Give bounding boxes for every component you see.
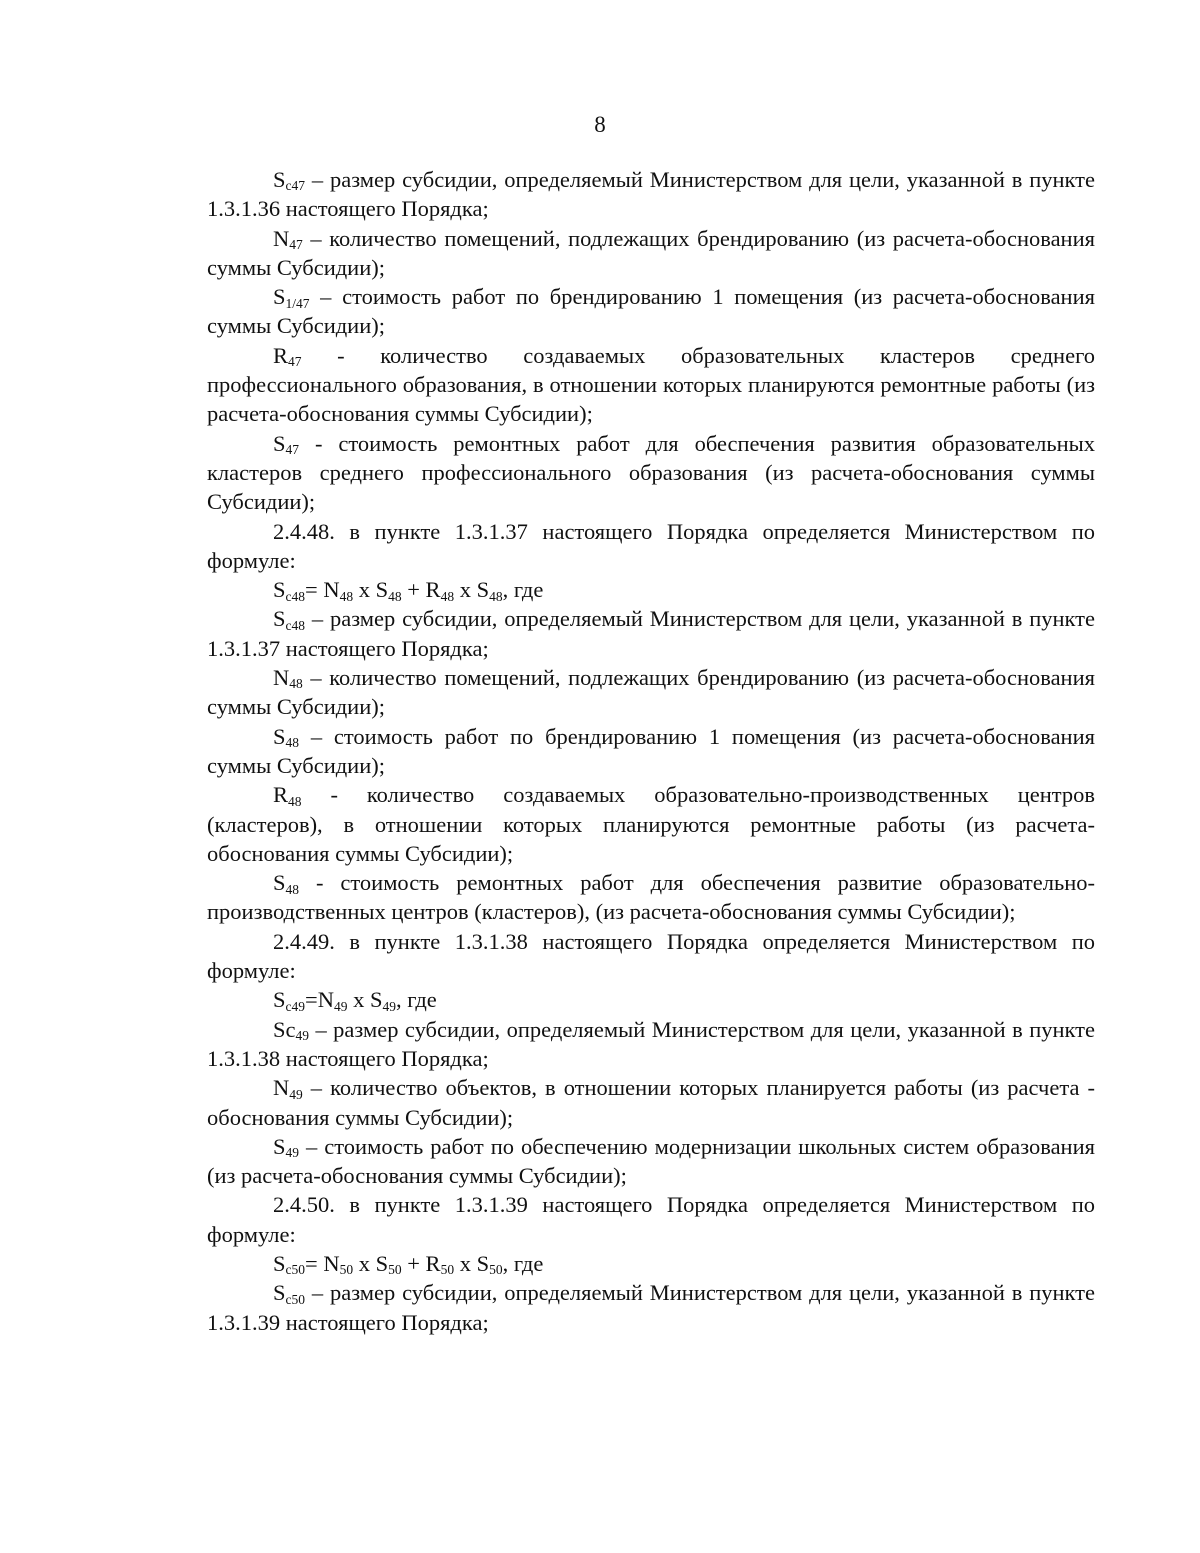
formula-subscript: c49 [285,998,306,1014]
variable-symbol: R [273,342,289,368]
formula-line [207,1249,1095,1278]
formula-term: x S [454,577,490,603]
formula-subscript: 50 [440,1262,455,1278]
formula-term: , где [502,577,544,603]
formula-term: = N [305,1250,340,1276]
formula-term: x S [353,577,389,603]
definition-paragraph [207,224,1095,283]
formula-term: S [273,987,286,1013]
definition-paragraph [207,604,1095,663]
formula-subscript: 50 [339,1262,354,1278]
variable-symbol: S [273,1280,286,1306]
formula-subscript: c50 [285,1262,306,1278]
page-number: 8 [594,112,606,137]
definition-paragraph [207,868,1095,927]
variable-symbol: R [273,782,289,808]
variable-symbol: S [273,870,286,896]
definition-text: – размер субсидии, определяемый Министерством для цели, указанной в пункте 1.3.1.39 настоящего Порядка; [207,1280,1095,1335]
variable-symbol: N [273,1075,290,1101]
variable-symbol: Sc [273,1016,296,1042]
formula-subscript: 50 [388,1262,402,1278]
definition-text: - стоимость ремонтных работ для обеспечения развитие образовательно-производственных центров (кластеров), (из расчета-обоснования суммы Субсидии); [207,870,1095,925]
formula-term: =N [305,987,334,1013]
variable-symbol: S [273,167,286,192]
definition-paragraph [207,780,1095,868]
definition-text: - количество создаваемых образовательных кластеров среднего профессионального образования, в отношении которых планируются ремонтные работы (из расчета-обоснования суммы Субсидии); [207,342,1095,427]
variable-subscript: 49 [289,1086,303,1102]
variable-subscript: 49 [295,1027,309,1043]
variable-symbol: S [273,1133,286,1159]
variable-subscript: 48 [288,793,302,809]
definition-paragraph [207,1073,1095,1132]
variable-subscript: 47 [288,354,302,370]
formula-subscript: 48 [339,588,354,604]
definition-paragraph [207,1278,1095,1337]
variable-symbol: S [273,284,286,310]
definition-paragraph [207,341,1095,429]
definition-text: – стоимость работ по брендированию 1 помещения (из расчета-обоснования суммы Субсидии); [207,723,1095,778]
variable-subscript: 48 [285,881,300,897]
definition-text: - стоимость ремонтных работ для обеспечения развития образовательных кластеров среднего профессионального образования (из расчета-обоснования суммы Субсидии); [207,430,1095,515]
formula-term: x S [353,1250,389,1276]
formula-term: S [273,577,286,603]
formula-term: = N [305,577,340,603]
formula-term: + R [401,577,441,603]
formula-subscript: 48 [388,588,402,604]
variable-symbol: S [273,606,286,632]
definition-text: – размер субсидии, определяемый Министерством для цели, указанной в пункте 1.3.1.38 настоящего Порядка; [207,1016,1095,1071]
variable-subscript: 48 [289,676,303,692]
definition-text: – размер субсидии, определяемый Министерством для цели, указанной в пункте 1.3.1.36 настоящего Порядка; [207,167,1095,222]
variable-symbol: N [273,225,290,251]
definition-paragraph [207,1015,1095,1074]
definition-paragraph [207,429,1095,517]
definition-paragraph [207,663,1095,722]
formula-term: x S [454,1250,490,1276]
definition-paragraph [207,722,1095,781]
definition-text: – стоимость работ по брендированию 1 помещения (из расчета-обоснования суммы Субсидии); [207,284,1095,339]
definition-text: – стоимость работ по обеспечению модернизации школьных систем образования (из расчета-обоснования суммы Субсидии); [207,1133,1095,1189]
definition-text: – количество объектов, в отношении которых планируется работы (из расчета - обоснования суммы Субсидии); [207,1075,1095,1130]
formula-term: S [273,1250,286,1276]
definition-text: – количество помещений, подлежащих брендированию (из расчета-обоснования суммы Субсидии); [207,665,1095,720]
formula-subscript: 49 [333,998,348,1014]
formula-term: + R [401,1250,441,1276]
variable-symbol: S [273,723,286,749]
variable-subscript: 49 [285,1145,300,1161]
document-body [207,165,1095,1337]
formula-subscript: 49 [382,998,396,1014]
clause-paragraph: 2.4.49. в пункте 1.3.1.38 настоящего Порядка определяется Министерством по формуле: [207,928,1095,984]
formula-term: x S [347,987,383,1013]
variable-subscript: 48 [285,735,300,751]
definition-paragraph [207,165,1095,224]
variable-subscript: 47 [289,236,303,252]
definition-paragraph [207,282,1095,341]
formula-line [207,985,1095,1014]
formula-subscript: 48 [489,588,503,604]
formula-subscript: 48 [440,588,455,604]
variable-subscript: c48 [285,617,306,633]
definition-paragraph [207,1132,1095,1191]
clause-paragraph: 2.4.48. в пункте 1.3.1.37 настоящего Порядка определяется Министерством по формуле: [207,518,1095,573]
variable-subscript: c47 [285,178,306,194]
formula-term: , где [502,1250,544,1276]
clause-paragraph: 2.4.50. в пункте 1.3.1.39 настоящего Порядка определяется Министерством по формуле: [207,1192,1095,1247]
variable-subscript: c50 [285,1291,306,1307]
definition-text: - количество создаваемых образовательно-производственных центров (кластеров), в отношении которых планируются ремонтные работы (из расчета-обоснования суммы Субсидии); [207,782,1095,866]
definition-text: – размер субсидии, определяемый Министерством для цели, указанной в пункте 1.3.1.37 настоящего Порядка; [207,606,1095,661]
formula-line [207,575,1095,604]
definition-text: – количество помещений, подлежащих брендированию (из расчета-обоснования суммы Субсидии); [207,225,1095,280]
variable-subscript: 47 [285,442,300,458]
formula-subscript: c48 [285,588,306,604]
variable-symbol: N [273,665,290,691]
variable-symbol: S [273,430,286,456]
formula-subscript: 50 [489,1262,503,1278]
formula-term: , где [395,987,437,1013]
variable-subscript: 1/47 [285,295,310,311]
